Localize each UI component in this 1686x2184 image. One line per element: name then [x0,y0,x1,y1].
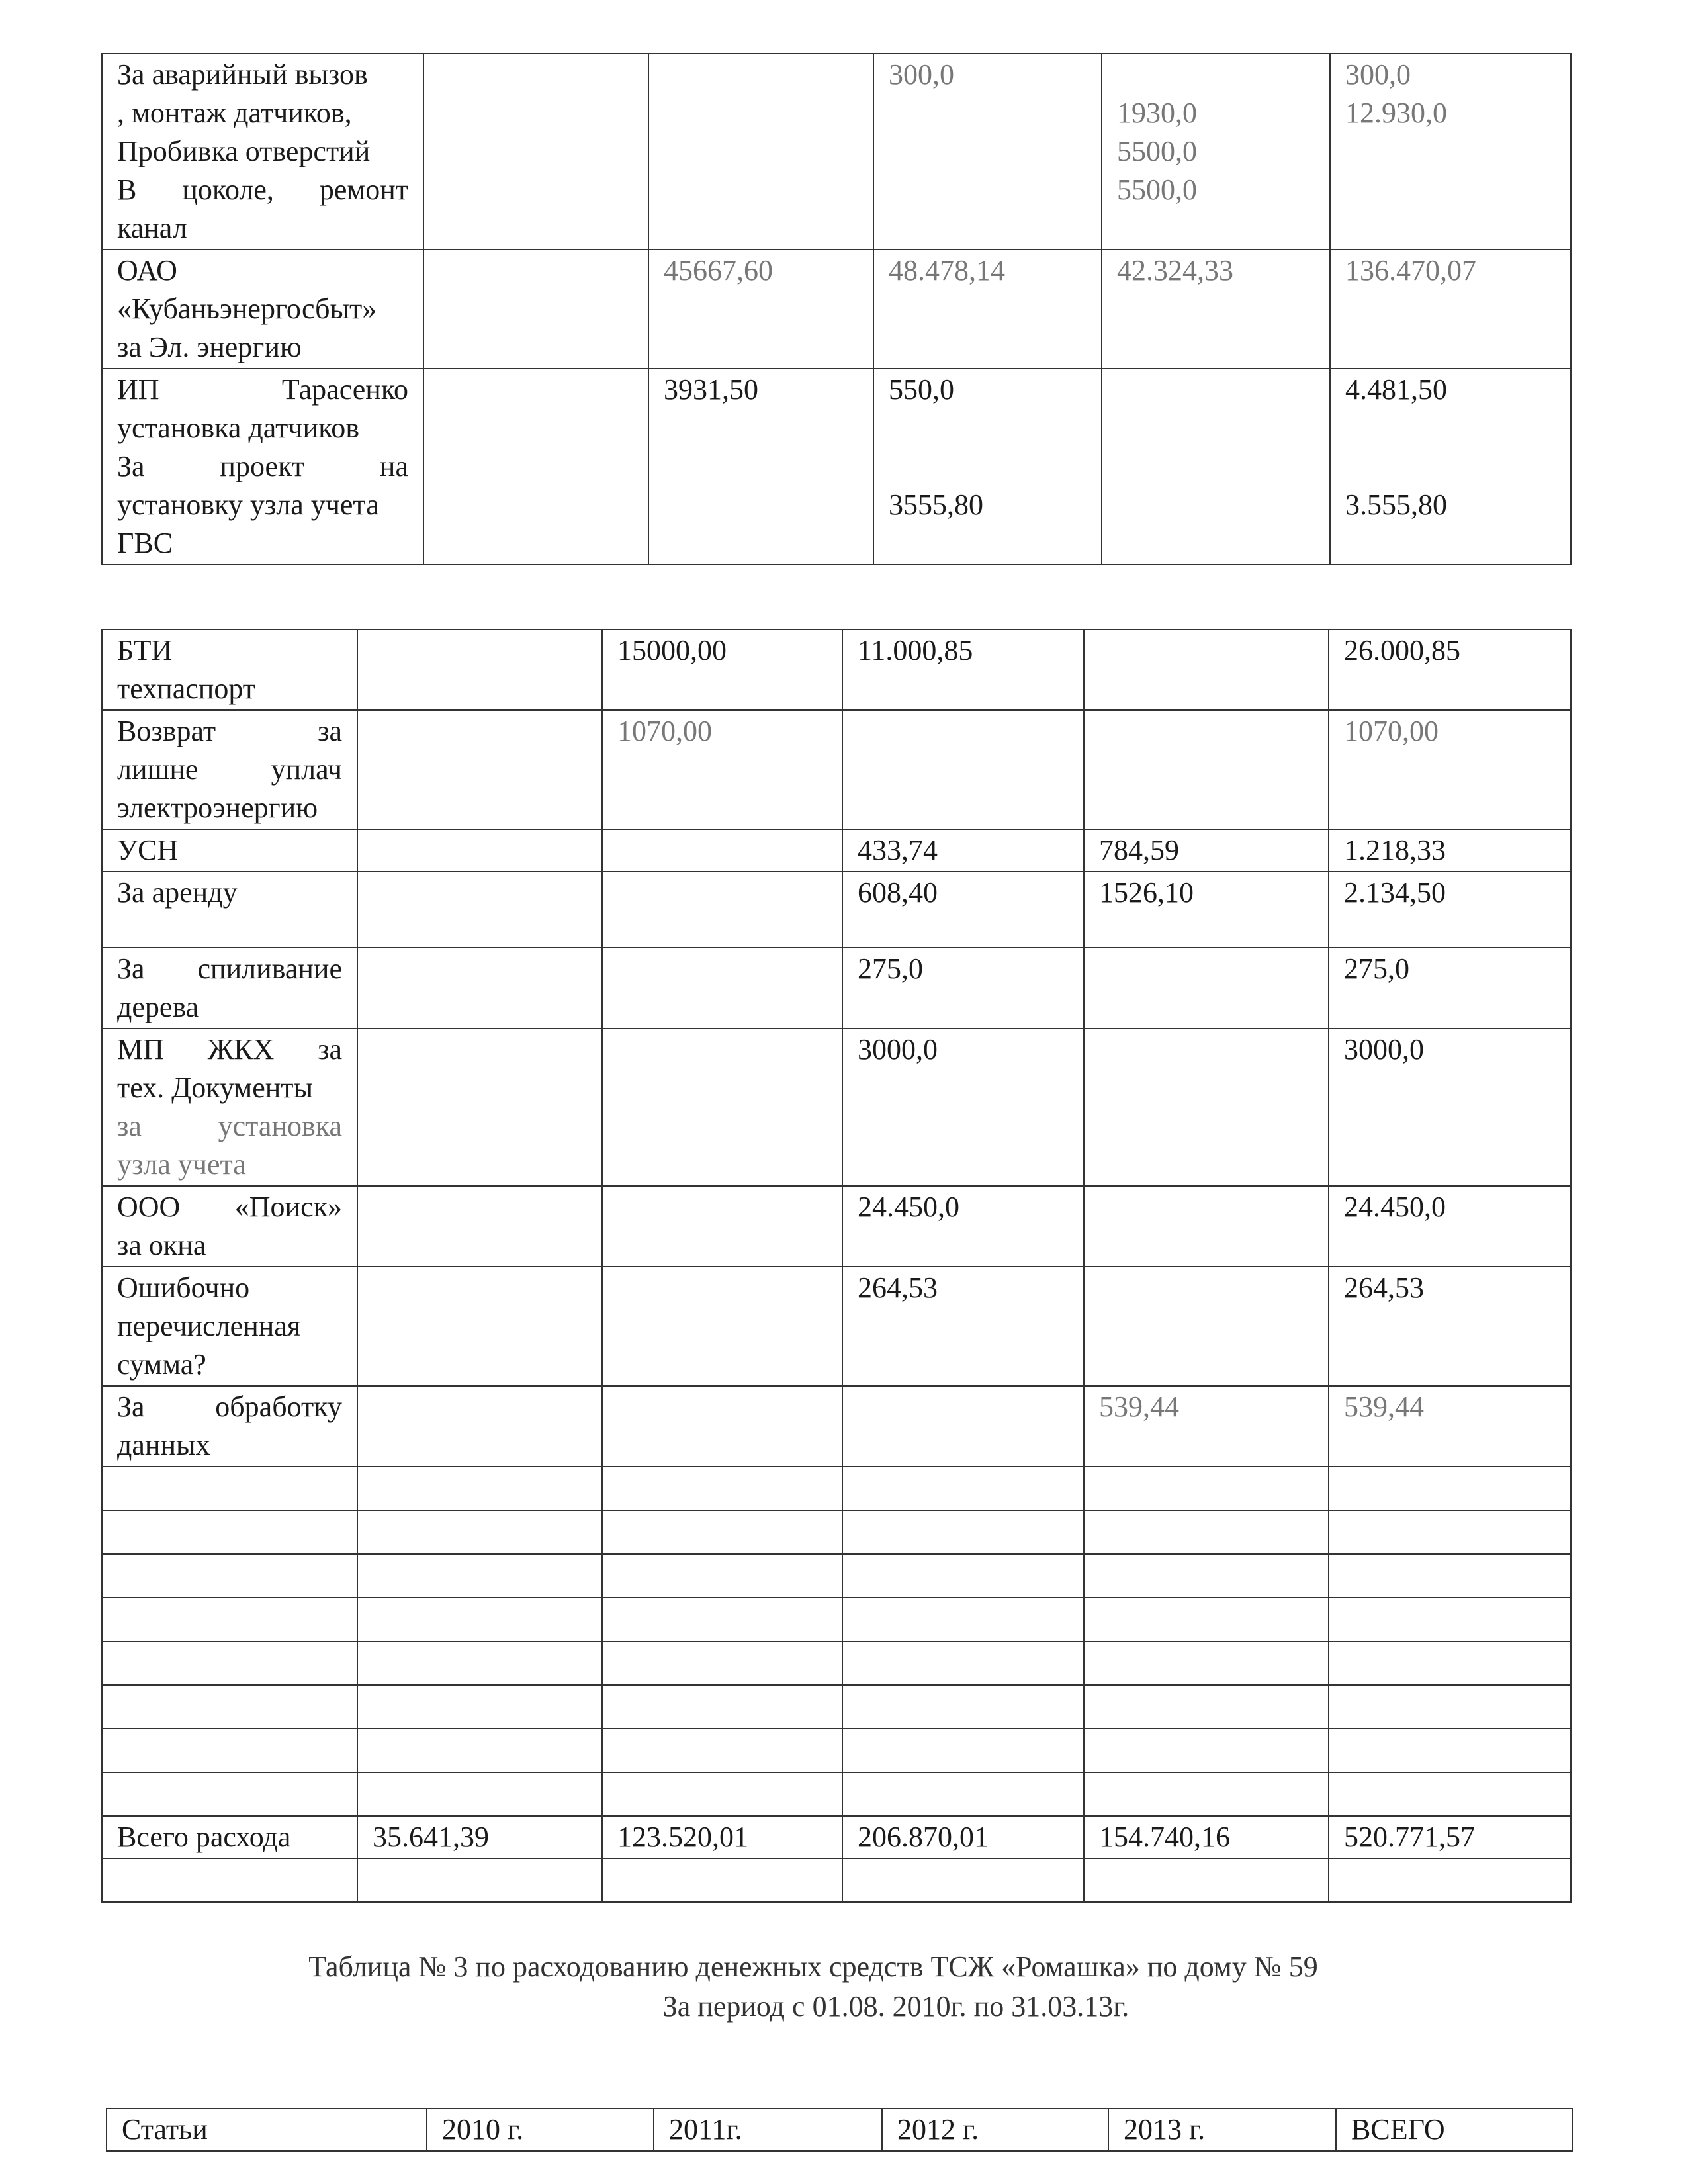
cell-2010 [357,1386,602,1467]
cell-2011 [648,54,873,250]
cell-2011: 1070,00 [602,710,842,829]
row-label: За обработку данных [102,1386,357,1467]
row-label: За аренду [102,872,357,948]
header-2011: 2011г. [654,2109,882,2151]
cell-2013 [1084,1028,1329,1186]
row-label: МП ЖКХ за тех. Документы за установка узла учета [102,1028,357,1186]
table-row [102,1028,1571,1186]
cell-2012: 3000,0 [842,1028,1084,1186]
cell-2010 [423,369,648,565]
expenses-table-continued [101,53,1572,565]
cell-2012: 11.000,85 [842,629,1084,710]
table-row [102,710,1571,829]
cell-2011: 15000,00 [602,629,842,710]
cell-total: 264,53 [1329,1267,1571,1386]
empty-row [102,1467,1571,1510]
table-row [102,629,1571,710]
empty-row [102,1641,1571,1685]
row-label: За аварийный вызов , монтаж датчиков, Пробивка отверстий В цоколе, ремонт канал [102,54,423,250]
table-caption-period: За период с 01.08. 2010г. по 31.03.13г. [662,1990,1130,2023]
cell-2013 [1084,710,1329,829]
cell-2012: 264,53 [842,1267,1084,1386]
total-all: 520.771,57 [1329,1816,1571,1858]
cell-2013: 784,59 [1084,829,1329,872]
cell-2013: 42.324,33 [1102,250,1330,369]
cell-2011: 45667,60 [648,250,873,369]
cell-2010 [357,948,602,1028]
table-row [102,1386,1571,1467]
cell-2011 [602,948,842,1028]
expenses-table [101,629,1572,1903]
cell-2010 [357,1186,602,1267]
table-caption-title: Таблица № 3 по расходованию денежных средств ТСЖ «Ромашка» по дому № 59 [308,1950,1318,1983]
cell-total: 539,44 [1329,1386,1571,1467]
cell-2013 [1102,369,1330,565]
total-2011: 123.520,01 [602,1816,842,1858]
empty-row [102,1772,1571,1816]
cell-2012 [842,1386,1084,1467]
cell-total: 4.481,50 3.555,80 [1330,369,1571,565]
table-row [102,872,1571,948]
cell-2011 [602,829,842,872]
cell-total: 3000,0 [1329,1028,1571,1186]
cell-2012: 300,0 [873,54,1102,250]
cell-2010 [357,1028,602,1186]
cell-total: 26.000,85 [1329,629,1571,710]
cell-2012: 48.478,14 [873,250,1102,369]
cell-total: 1.218,33 [1329,829,1571,872]
row-label: УСН [102,829,357,872]
cell-2013 [1084,1267,1329,1386]
expenses-table-3 [106,2108,1573,2152]
cell-total: 24.450,0 [1329,1186,1571,1267]
row-label: ООО «Поиск» за окна [102,1186,357,1267]
table-row [102,369,1571,565]
cell-total: 136.470,07 [1330,250,1571,369]
table-row [102,829,1571,872]
header-row [107,2109,1572,2151]
total-2012: 206.870,01 [842,1816,1084,1858]
cell-2013: 539,44 [1084,1386,1329,1467]
row-label: Возврат за лишне уплач электроэнергию [102,710,357,829]
cell-total: 300,0 12.930,0 [1330,54,1571,250]
row-label: ОАО «Кубаньэнергосбыт» за Эл. энергию [102,250,423,369]
cell-2011 [602,1267,842,1386]
table-row [102,1186,1571,1267]
cell-2010 [357,629,602,710]
table-row [102,250,1571,369]
cell-2011 [602,1186,842,1267]
empty-row [102,1729,1571,1772]
header-2012: 2012 г. [882,2109,1108,2151]
table-row [102,54,1571,250]
empty-row [102,1858,1571,1902]
table-row [102,1267,1571,1386]
cell-2012: 608,40 [842,872,1084,948]
cell-2012: 275,0 [842,948,1084,1028]
empty-row [102,1685,1571,1729]
total-label: Всего расхода [102,1816,357,1858]
cell-2010 [357,829,602,872]
cell-2013 [1084,629,1329,710]
total-2013: 154.740,16 [1084,1816,1329,1858]
cell-2010 [423,250,648,369]
row-label: ИП Тарасенко установка датчиков За проект на установку узла учета ГВС [102,369,423,565]
cell-2012: 550,0 3555,80 [873,369,1102,565]
cell-2012: 433,74 [842,829,1084,872]
header-2010: 2010 г. [427,2109,654,2151]
header-articles: Статьи [107,2109,427,2151]
cell-2010 [357,872,602,948]
cell-2011 [602,1386,842,1467]
total-2010: 35.641,39 [357,1816,602,1858]
header-total: ВСЕГО [1336,2109,1572,2151]
cell-total: 2.134,50 [1329,872,1571,948]
cell-total: 1070,00 [1329,710,1571,829]
cell-2010 [357,710,602,829]
cell-2010 [423,54,648,250]
cell-2011 [602,1028,842,1186]
table-row [102,948,1571,1028]
cell-total: 275,0 [1329,948,1571,1028]
row-label: БТИ техпаспорт [102,629,357,710]
cell-2013: 1526,10 [1084,872,1329,948]
empty-row [102,1510,1571,1554]
cell-2013: 1930,0 5500,0 5500,0 [1102,54,1330,250]
cell-2013 [1084,1186,1329,1267]
cell-2013 [1084,948,1329,1028]
cell-2011: 3931,50 [648,369,873,565]
cell-2011 [602,872,842,948]
total-row [102,1816,1571,1858]
row-label: За спиливание дерева [102,948,357,1028]
empty-row [102,1554,1571,1598]
cell-2010 [357,1267,602,1386]
header-2013: 2013 г. [1108,2109,1336,2151]
empty-row [102,1598,1571,1641]
cell-2012: 24.450,0 [842,1186,1084,1267]
cell-2012 [842,710,1084,829]
row-label: Ошибочно перечисленная сумма? [102,1267,357,1386]
